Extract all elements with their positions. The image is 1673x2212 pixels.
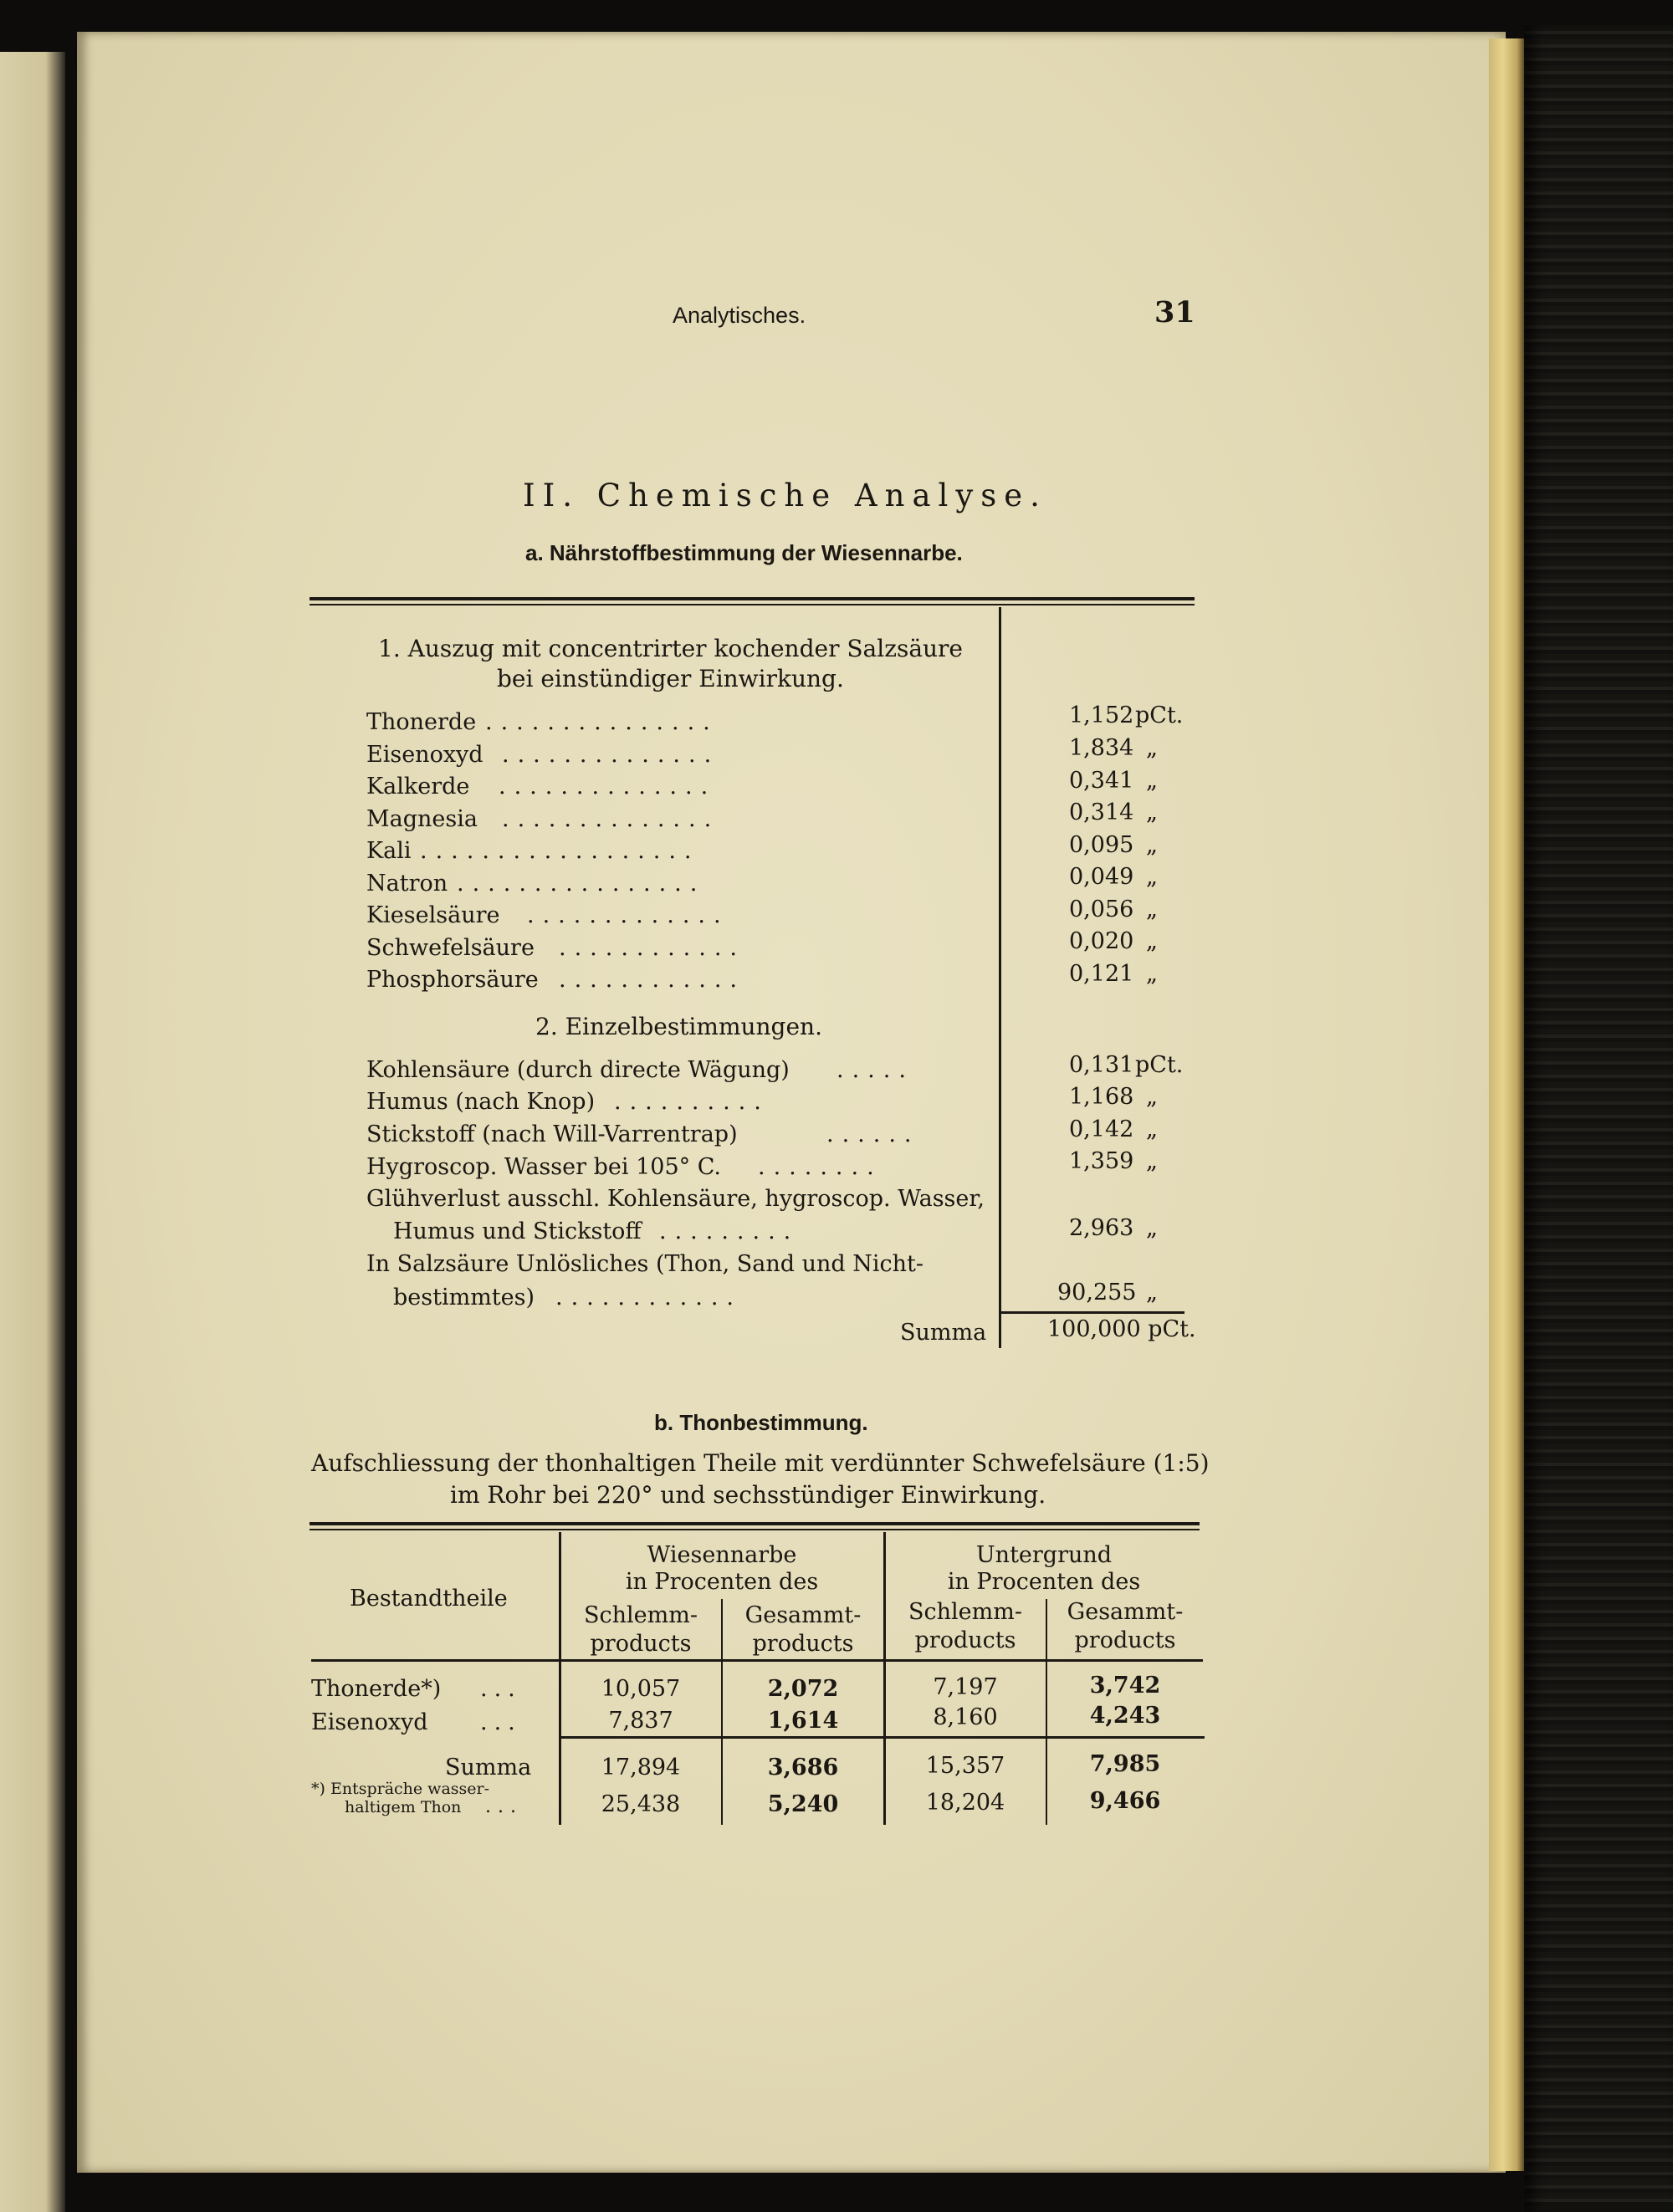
row-value: 0,049 <box>1069 864 1134 890</box>
page-number: 31 <box>1154 295 1195 330</box>
cell-value: 15,357 <box>925 1753 1005 1779</box>
cell-value: 5,240 <box>767 1791 839 1817</box>
unloesliches-label-2: bestimmtes) <box>393 1285 535 1310</box>
row-label: Kohlensäure (durch directe Wägung) <box>366 1057 790 1083</box>
row-label: Schwefelsäure <box>366 935 535 961</box>
col-group-untergrund: Untergrund <box>975 1542 1113 1568</box>
col-header-schlemm: Schlemm- <box>908 1599 1022 1625</box>
row-value: 0,131 <box>1069 1052 1134 1078</box>
part-b-intro: Aufschliessung der thonhaltigen Theile mit verdünnter Schwefelsäure (1:5) <box>311 1449 1210 1477</box>
cell-value: 7,837 <box>608 1708 673 1734</box>
book-page <box>77 32 1506 2173</box>
row-value: 0,020 <box>1069 928 1134 954</box>
facing-page-edge <box>0 52 65 2212</box>
col-header-schlemm: Schlemm- <box>584 1602 698 1628</box>
col-header-products: products <box>752 1631 854 1657</box>
row-label: Kieselsäure <box>366 902 500 928</box>
row-value: 0,341 <box>1069 768 1134 794</box>
gluehverlust-label-2: Humus und Stickstoff <box>393 1218 642 1244</box>
gluehverlust-label: Glühverlust ausschl. Kohlensäure, hygroscop. Wasser, <box>366 1186 985 1212</box>
row-unit: „ <box>1146 864 1158 890</box>
row-label: Stickstoff (nach Will-Varrentrap) <box>366 1121 738 1147</box>
row-value: 0,314 <box>1069 799 1134 825</box>
summa-label: Summa <box>445 1755 532 1780</box>
book-cover <box>1524 25 1673 2212</box>
row-unit: „ <box>1146 1148 1158 1174</box>
row-unit: „ <box>1146 961 1158 987</box>
summa-label: Summa <box>900 1320 987 1346</box>
row-unit: „ <box>1146 1215 1158 1241</box>
table2-top-rule <box>310 1522 1200 1525</box>
row-unit: „ <box>1146 799 1158 825</box>
leader-dots: ..... <box>836 1057 914 1083</box>
col-header-gesammt: Gesammt- <box>1067 1599 1184 1625</box>
table1-top-rule-thin <box>310 604 1195 605</box>
col-group-subtitle: in Procenten des <box>625 1569 819 1595</box>
col-group-subtitle: in Procenten des <box>947 1569 1141 1595</box>
leader-dots: ................ <box>457 871 706 897</box>
leader-dots: .............. <box>502 806 720 832</box>
table2-header-rule <box>311 1659 1203 1662</box>
col-header-bestandtheile: Bestandtheile <box>350 1586 508 1612</box>
leader-dots: ............... <box>485 709 719 735</box>
cell-value: 8,160 <box>933 1704 998 1730</box>
row-label: Thonerde <box>366 709 477 735</box>
cell-value: 3,742 <box>1089 1673 1161 1699</box>
col-group-wiesennarbe: Wiesennarbe <box>647 1542 797 1568</box>
unloesliches-value: 90,255 <box>1057 1280 1137 1305</box>
leader-dots: .............. <box>499 774 717 799</box>
row-unit: „ <box>1146 1084 1158 1110</box>
section-title: II. Chemische Analyse. <box>523 478 1047 513</box>
row-unit: „ <box>1146 1280 1158 1305</box>
table2-summa-rule <box>560 1736 1205 1739</box>
row-unit: pCt. <box>1135 702 1184 728</box>
leader-dots: .............. <box>502 742 720 768</box>
leader-dots: ... <box>480 1709 522 1735</box>
leader-dots: ........ <box>758 1154 883 1180</box>
group2-title: 2. Einzelbestimmungen. <box>535 1013 822 1040</box>
leader-dots: ... <box>485 1796 523 1817</box>
row-unit: „ <box>1146 928 1158 954</box>
row-value: 0,056 <box>1069 897 1134 922</box>
row-unit: pCt. <box>1135 1052 1184 1078</box>
row-label: Natron <box>366 871 448 897</box>
row-label: Humus (nach Knop) <box>366 1089 596 1115</box>
row-label: Phosphorsäure <box>366 967 539 993</box>
cell-value: 10,057 <box>601 1676 681 1702</box>
cell-value: 1,614 <box>767 1708 839 1734</box>
gluehverlust-value: 2,963 <box>1069 1215 1134 1241</box>
cell-value: 9,466 <box>1089 1788 1161 1814</box>
leader-dots: ............ <box>559 935 745 961</box>
leader-dots: ............ <box>559 967 745 993</box>
group1-title: 1. Auszug mit concentrirter kochender Salzsäure <box>378 635 964 662</box>
row-unit: „ <box>1146 832 1158 858</box>
row-unit: „ <box>1146 768 1158 794</box>
cell-value: 25,438 <box>601 1791 681 1817</box>
col-header-products: products <box>590 1631 692 1657</box>
table1-column-rule <box>999 607 1001 1348</box>
unloesliches-label: In Salzsäure Unlösliches (Thon, Sand und Nicht- <box>366 1251 923 1277</box>
footnote-2: haltigem Thon <box>345 1798 462 1816</box>
row-label: Hygroscop. Wasser bei 105° C. <box>366 1154 721 1180</box>
row-label: Kali <box>366 838 412 864</box>
row-value: 1,834 <box>1069 735 1134 761</box>
summa-rule <box>1000 1311 1184 1314</box>
row-value: 0,095 <box>1069 832 1134 858</box>
row-label: Eisenoxyd <box>311 1709 428 1735</box>
group1-subtitle: bei einstündiger Einwirkung. <box>497 665 844 692</box>
leader-dots: .................. <box>420 838 700 864</box>
col-header-products: products <box>914 1627 1016 1653</box>
leader-dots: ...... <box>826 1121 920 1147</box>
row-label: Kalkerde <box>366 774 470 799</box>
row-value: 0,142 <box>1069 1116 1134 1142</box>
leader-dots: ... <box>480 1676 522 1702</box>
cell-value: 3,686 <box>767 1755 839 1780</box>
cell-value: 2,072 <box>767 1676 839 1702</box>
cell-value: 7,985 <box>1089 1751 1161 1777</box>
row-unit: „ <box>1146 1116 1158 1142</box>
table2-top-rule-thin <box>310 1529 1200 1530</box>
cell-value: 17,894 <box>601 1755 681 1780</box>
row-value: 1,168 <box>1069 1084 1134 1110</box>
col-header-gesammt: Gesammt- <box>744 1602 862 1628</box>
page-block-edge <box>1489 38 1524 2171</box>
row-label: Thonerde*) <box>311 1676 442 1702</box>
row-unit: „ <box>1146 735 1158 761</box>
footnote: *) Entspräche wasser- <box>311 1780 490 1798</box>
table1-top-rule <box>310 597 1195 600</box>
leader-dots: ............. <box>527 902 729 928</box>
row-unit: „ <box>1146 897 1158 922</box>
row-value: 0,121 <box>1069 961 1134 987</box>
leader-dots: .......... <box>614 1089 770 1115</box>
row-label: Eisenoxyd <box>366 742 483 768</box>
cell-value: 4,243 <box>1089 1703 1161 1729</box>
part-b-intro-2: im Rohr bei 220° und sechsstündiger Einwirkung. <box>450 1481 1046 1509</box>
col-header-products: products <box>1074 1627 1176 1653</box>
row-value: 1,359 <box>1069 1148 1134 1174</box>
part-a-heading: a. Nährstoffbestimmung der Wiesennarbe. <box>525 540 963 565</box>
running-head: Analytisches. <box>673 303 806 328</box>
row-value: 1,152 <box>1069 702 1134 728</box>
row-label: Magnesia <box>366 806 478 832</box>
cell-value: 18,204 <box>925 1790 1005 1816</box>
summa-value: 100,000 pCt. <box>1047 1316 1196 1342</box>
cell-value: 7,197 <box>933 1674 998 1700</box>
leader-dots: ......... <box>659 1218 800 1244</box>
part-b-heading: b. Thonbestimmung. <box>654 1410 868 1435</box>
leader-dots: ............ <box>555 1285 742 1310</box>
